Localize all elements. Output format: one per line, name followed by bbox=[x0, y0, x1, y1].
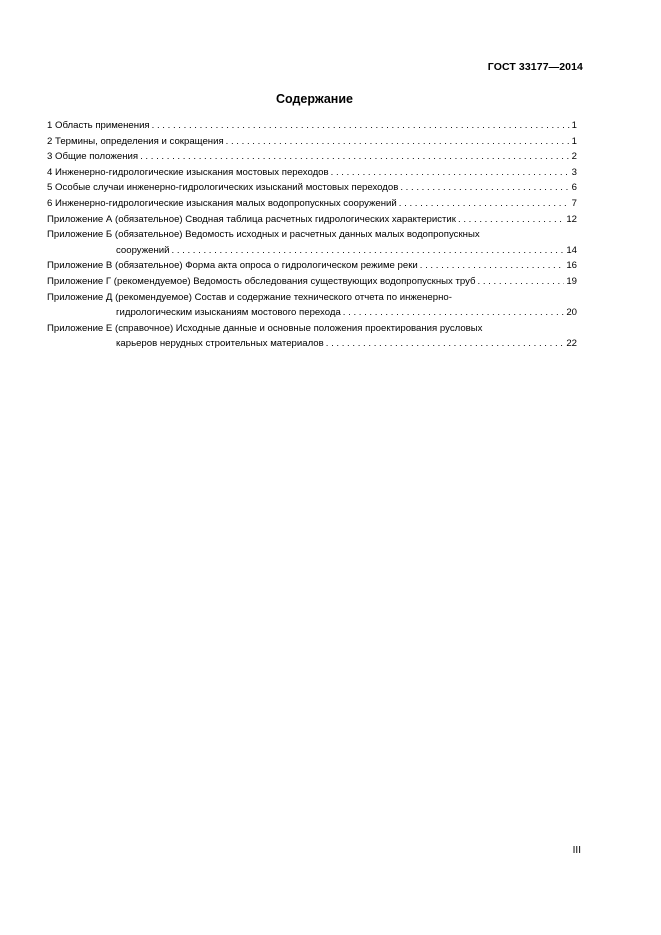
toc-entry-line bbox=[47, 180, 577, 196]
toc-entry[interactable] bbox=[47, 274, 577, 290]
toc-entry-line bbox=[47, 134, 577, 150]
dot-leader bbox=[420, 258, 565, 274]
page-number: III bbox=[572, 845, 581, 856]
table-of-contents bbox=[47, 118, 577, 352]
toc-entry[interactable] bbox=[47, 196, 577, 212]
toc-entry-text: сооружений bbox=[116, 244, 170, 256]
toc-entry[interactable] bbox=[47, 134, 577, 150]
toc-entry-page: 2 bbox=[571, 151, 577, 163]
toc-entry-line bbox=[47, 321, 577, 337]
toc-entry-line bbox=[47, 290, 577, 306]
toc-entry-page: 1 bbox=[571, 120, 577, 131]
dot-leader bbox=[226, 134, 570, 150]
toc-entry-line bbox=[47, 258, 577, 274]
toc-entry-text: 3 Общие положения bbox=[47, 151, 139, 163]
dot-leader bbox=[326, 336, 565, 352]
toc-entry-text: 2 Термины, определения и сокращения bbox=[47, 135, 224, 147]
toc-entry-line bbox=[47, 196, 577, 212]
dot-leader bbox=[152, 118, 570, 134]
toc-entry-page: 1 bbox=[571, 135, 577, 147]
toc-entry-text: карьеров нерудных строительных материалов bbox=[116, 338, 324, 350]
toc-entry[interactable] bbox=[47, 321, 577, 352]
toc-entry-page: 6 bbox=[571, 182, 577, 194]
dot-leader bbox=[478, 274, 565, 290]
toc-entry-line bbox=[47, 118, 577, 134]
toc-entry-line bbox=[47, 274, 577, 290]
toc-entry-line bbox=[47, 149, 577, 165]
toc-entry-continuation bbox=[47, 243, 577, 259]
dot-leader bbox=[399, 196, 570, 212]
toc-entry[interactable] bbox=[47, 290, 577, 321]
toc-entry[interactable] bbox=[47, 149, 577, 165]
dot-leader bbox=[140, 149, 570, 165]
dot-leader bbox=[171, 243, 564, 259]
toc-entry-line bbox=[47, 165, 577, 181]
dot-leader bbox=[400, 180, 569, 196]
toc-entry-continuation bbox=[47, 305, 577, 321]
toc-entry-text: 6 Инженерно-гидрологические изыскания малых водопропускных сооружений bbox=[47, 197, 397, 209]
toc-entry-line bbox=[47, 212, 577, 228]
toc-entry-continuation bbox=[47, 336, 577, 352]
toc-entry[interactable] bbox=[47, 180, 577, 196]
toc-entry-text: Приложение В (обязательное) Форма акта опроса о гидрологическом режиме реки bbox=[47, 260, 418, 272]
toc-entry-line bbox=[47, 227, 577, 243]
toc-entry-text: 4 Инженерно-гидрологические изыскания мостовых переходов bbox=[47, 166, 329, 178]
toc-entry-text: Приложение Е (справочное) Исходные данные и основные положения проектирования русловых bbox=[47, 322, 483, 334]
toc-entry-text: Приложение Д (рекомендуемое) Состав и содержание технического отчета по инженерно- bbox=[47, 291, 452, 303]
toc-entry-page: 7 bbox=[571, 197, 577, 209]
toc-entry-page: 19 bbox=[566, 275, 577, 287]
toc-entry[interactable] bbox=[47, 165, 577, 181]
dot-leader bbox=[331, 165, 570, 181]
toc-entry[interactable] bbox=[47, 258, 577, 274]
toc-entry-text: Приложение Б (обязательное) Ведомость исходных и расчетных данных малых водопропускных bbox=[47, 229, 480, 241]
toc-entry-page: 22 bbox=[566, 338, 577, 350]
toc-entry[interactable] bbox=[47, 118, 577, 134]
toc-entry-text: 1 Область применения bbox=[47, 120, 150, 131]
toc-entry-page: 14 bbox=[566, 244, 577, 256]
dot-leader bbox=[343, 305, 565, 321]
toc-title: Содержание bbox=[275, 92, 353, 106]
toc-entry[interactable] bbox=[47, 212, 577, 228]
toc-entry-page: 20 bbox=[566, 307, 577, 319]
toc-entry[interactable] bbox=[47, 227, 577, 258]
toc-entry-page: 3 bbox=[571, 166, 577, 178]
toc-entry-text: Приложение Г (рекомендуемое) Ведомость обследования существующих водопропускных труб bbox=[47, 275, 476, 287]
toc-entry-text: 5 Особые случаи инженерно-гидрологических изысканий мостовых переходов bbox=[47, 182, 399, 194]
toc-entry-page: 12 bbox=[566, 213, 577, 225]
toc-entry-text: гидрологическим изысканиям мостового перехода bbox=[116, 307, 341, 319]
dot-leader bbox=[458, 212, 564, 228]
toc-entry-page: 16 bbox=[566, 260, 577, 272]
toc-entry-text: Приложение А (обязательное) Сводная таблица расчетных гидрологических характеристик bbox=[47, 213, 456, 225]
document-code: ГОСТ 33177—2014 bbox=[487, 61, 583, 73]
